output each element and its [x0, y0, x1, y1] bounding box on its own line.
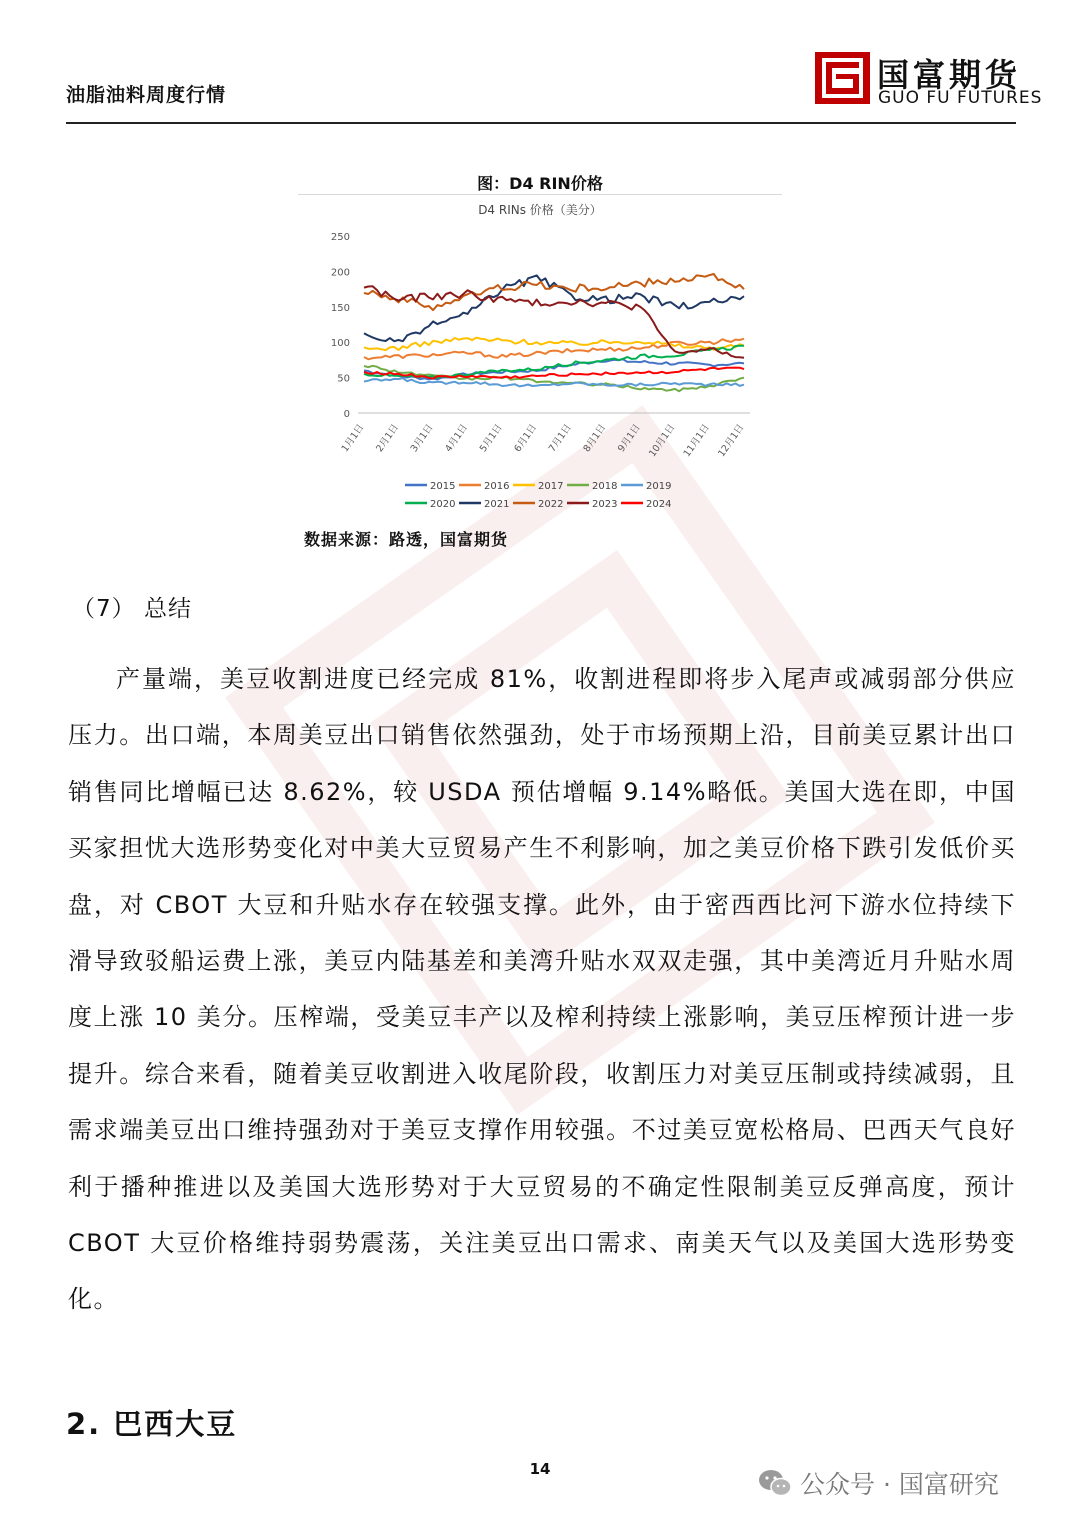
legend-label-2024: 2024: [646, 499, 672, 510]
y-tick-label: 200: [330, 267, 350, 279]
chart-title: D4 RINs 价格（美分）: [478, 203, 602, 217]
legend-label-2019: 2019: [646, 481, 672, 492]
legend-label-2022: 2022: [538, 499, 564, 510]
legend-label-2021: 2021: [484, 499, 510, 510]
company-logo-icon: [815, 52, 870, 104]
company-logo-name-cn: 国富期货: [877, 56, 1022, 94]
x-tick-label: 3月1日: [408, 422, 436, 455]
x-tick-label: 8月1日: [581, 422, 609, 455]
y-tick-label: 250: [330, 232, 350, 243]
x-tick-label: 6月1日: [512, 422, 540, 455]
x-tick-label: 7月1日: [546, 422, 574, 455]
page-number: 14: [529, 1460, 551, 1478]
legend-label-2020: 2020: [430, 499, 456, 510]
section-heading-summary: （7） 总结: [72, 596, 192, 622]
header-divider: [66, 122, 1016, 124]
x-tick-label: 11月1日: [681, 422, 712, 460]
wechat-icon: [758, 1468, 792, 1498]
y-tick-label: 150: [330, 302, 350, 314]
legend-label-2017: 2017: [538, 481, 564, 492]
section-heading-brazil-soybean: 2. 巴西大豆: [66, 1407, 238, 1441]
y-tick-label: 50: [337, 373, 350, 385]
x-tick-label: 1月1日: [339, 422, 367, 455]
figure-source: 数据来源：路透，国富期货: [304, 530, 509, 549]
x-tick-label: 9月1日: [615, 422, 643, 455]
y-tick-label: 0: [343, 409, 350, 420]
x-tick-label: 4月1日: [443, 422, 471, 455]
company-logo-name-en: GUO FU FUTURES: [878, 88, 1043, 108]
legend-label-2015: 2015: [430, 481, 456, 492]
x-tick-label: 5月1日: [477, 422, 505, 455]
d4-rin-price-chart: [298, 194, 782, 524]
legend-label-2018: 2018: [592, 481, 618, 492]
legend-label-2016: 2016: [484, 481, 510, 492]
series-line-2016: [364, 339, 744, 360]
wechat-account-label: 公众号 · 国富研究: [800, 1470, 999, 1499]
x-tick-label: 10月1日: [647, 422, 678, 460]
x-tick-label: 2月1日: [374, 422, 402, 455]
summary-paragraph: 产量端，美豆收割进度已经完成 81%，收割进程即将步入尾声或减弱部分供应压力。出口端，本周美豆出口销售依然强劲，处于市场预期上沿，目前美豆累计出口销售同比增幅已达 8.62%，较 USDA 预估增幅 9.14%略低。美国大选在即，中国买家担忧大选形势变化对中美大豆贸易产生不利影响，加之美豆价格下跌引发低价买盘，对 CBOT 大豆和升贴水存在较强支撑。此外，由于密西西比河下游水位持续下滑导致驳船运费上涨，美豆内陆基差和美湾升贴水双双走强，其中美湾近月升贴水周度上涨 10 美分。压榨端，受美豆丰产以及榨利持续上涨影响，美豆压榨预计进一步提升。综合来看，随着美豆收割进入收尾阶段，收割压力对美豆压制或持续减弱，且需求端美豆出口维持强劲对于美豆支撑作用较强。不过美豆宽松格局、巴西天气良好利于播种推进以及美国大选形势对于大豆贸易的不确定性限制美豆反弹高度，预计 CBOT 大豆价格维持弱势震荡，关注美豆出口需求、南美天气以及美国大选形势变化。: [68, 665, 1016, 1314]
wechat-account-badge: [758, 1465, 999, 1501]
legend-label-2023: 2023: [592, 499, 618, 510]
x-tick-label: 12月1日: [716, 422, 747, 460]
y-tick-label: 100: [330, 338, 350, 350]
figure-caption: 图：D4 RIN价格: [477, 174, 603, 193]
document-header-title: 油脂油料周度行情: [66, 84, 227, 106]
